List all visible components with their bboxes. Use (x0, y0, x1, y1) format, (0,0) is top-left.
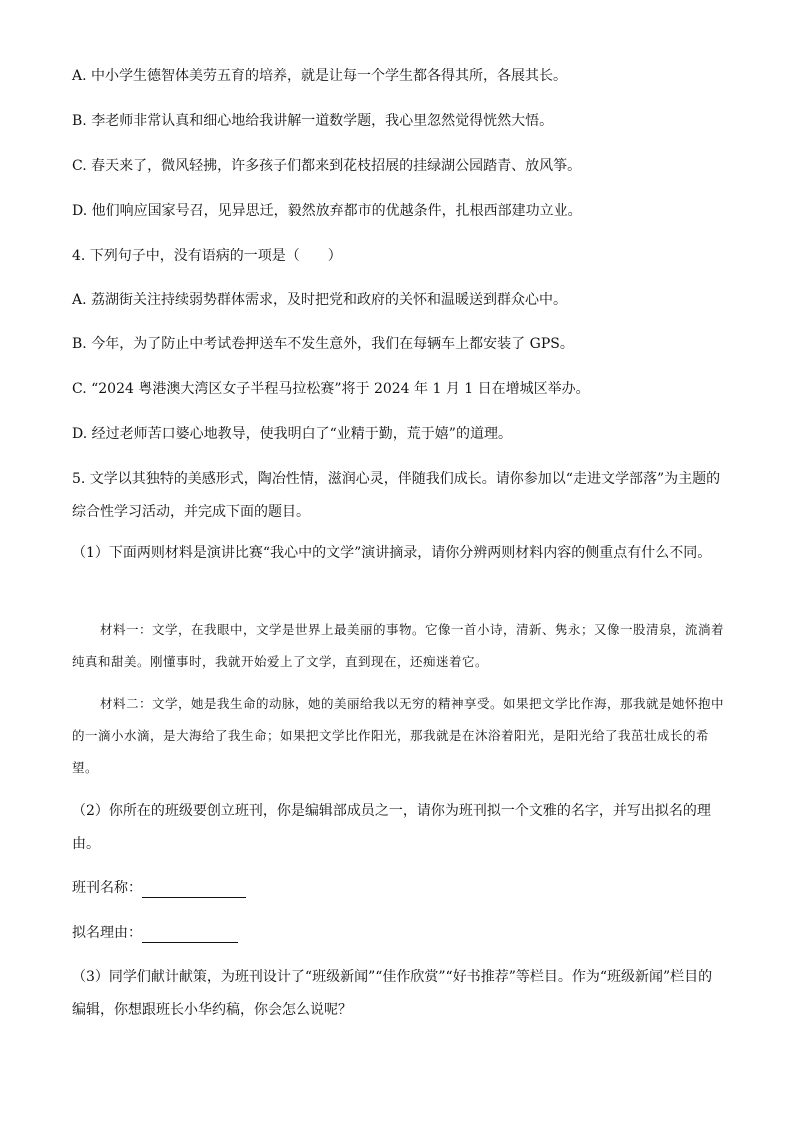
q3-option-d: D. 他们响应国家号召，见异思迁，毅然放弃都市的优越条件，扎根西部建功立业。 (72, 203, 582, 219)
naming-reason-label: 拟名理由： (72, 925, 142, 941)
q4-option-a: A. 荔湖街关注持续弱势群体需求，及时把党和政府的关怀和温暖送到群众心中。 (72, 292, 568, 308)
q3-option-a: A. 中小学生德智体美劳五育的培养，就是让每一个学生都各得其所，各展其长。 (72, 68, 568, 84)
q5-stem: 5. 文学以其独特的美感形式，陶冶性情，滋润心灵，伴随我们成长。请你参加以“走进文学部落”为主题的综合性学习活动，并完成下面的题目。 (72, 471, 721, 520)
material-1: 材料一：文学，在我眼中，文学是世界上最美丽的事物。它像一首小诗，清新、隽永；又像一股清泉，流淌着纯真和甜美。刚懂事时，我就开始爱上了文学，直到现在，还痴迷着它。 (72, 622, 725, 669)
naming-reason-row (72, 923, 238, 943)
q3-option-c: C. 春天来了，微风轻拂，许多孩子们都来到花枝招展的挂绿湖公园踏青、放风筝。 (72, 158, 582, 174)
q4-stem: 4. 下列句子中，没有语病的一项是（ ） (72, 248, 342, 264)
q3-option-b: B. 李老师非常认真和细心地给我讲解一道数学题，我心里忽然觉得恍然大悟。 (72, 113, 554, 129)
journal-name-label: 班刊名称： (72, 880, 142, 896)
q5-sub3: （3）同学们献计献策，为班刊设计了“班级新闻”“佳作欣赏”“好书推荐”等栏目。作为“班级新闻”栏目的编辑，你想跟班长小华约稿，你会怎么说呢？ (72, 969, 713, 1018)
q4-option-d: D. 经过老师苦口婆心地教导，使我明白了“业精于勤，荒于嬉”的道理。 (72, 426, 512, 442)
material-2: 材料二：文学，她是我生命的动脉，她的美丽给我以无穷的精神享受。如果把文学比作海，那我就是她怀抱中的一滴小水滴，是大海给了我生命；如果把文学比作阳光，那我就是在沐浴着阳光，是阳光给了我茁壮成长的希望。 (72, 696, 725, 775)
q5-sub1: （1）下面两则材料是演讲比赛“我心中的文学”演讲摘录，请你分辨两则材料内容的侧重点有什么不同。 (72, 545, 712, 561)
journal-name-blank[interactable] (142, 881, 246, 898)
q5-sub2: （2）你所在的班级要创立班刊，你是编辑部成员之一，请你为班刊拟一个文雅的名字，并写出拟名的理由。 (72, 803, 711, 852)
q4-option-c: C. “2024 粤港澳大湾区女子半程马拉松赛”将于 2024 年 1 月 1 日在增城区举办。 (72, 381, 590, 397)
q4-option-b: B. 今年，为了防止中考试卷押送车不发生意外，我们在每辆车上都安装了 GPS。 (72, 336, 574, 352)
journal-name-row (72, 878, 246, 898)
naming-reason-blank[interactable] (142, 926, 238, 943)
